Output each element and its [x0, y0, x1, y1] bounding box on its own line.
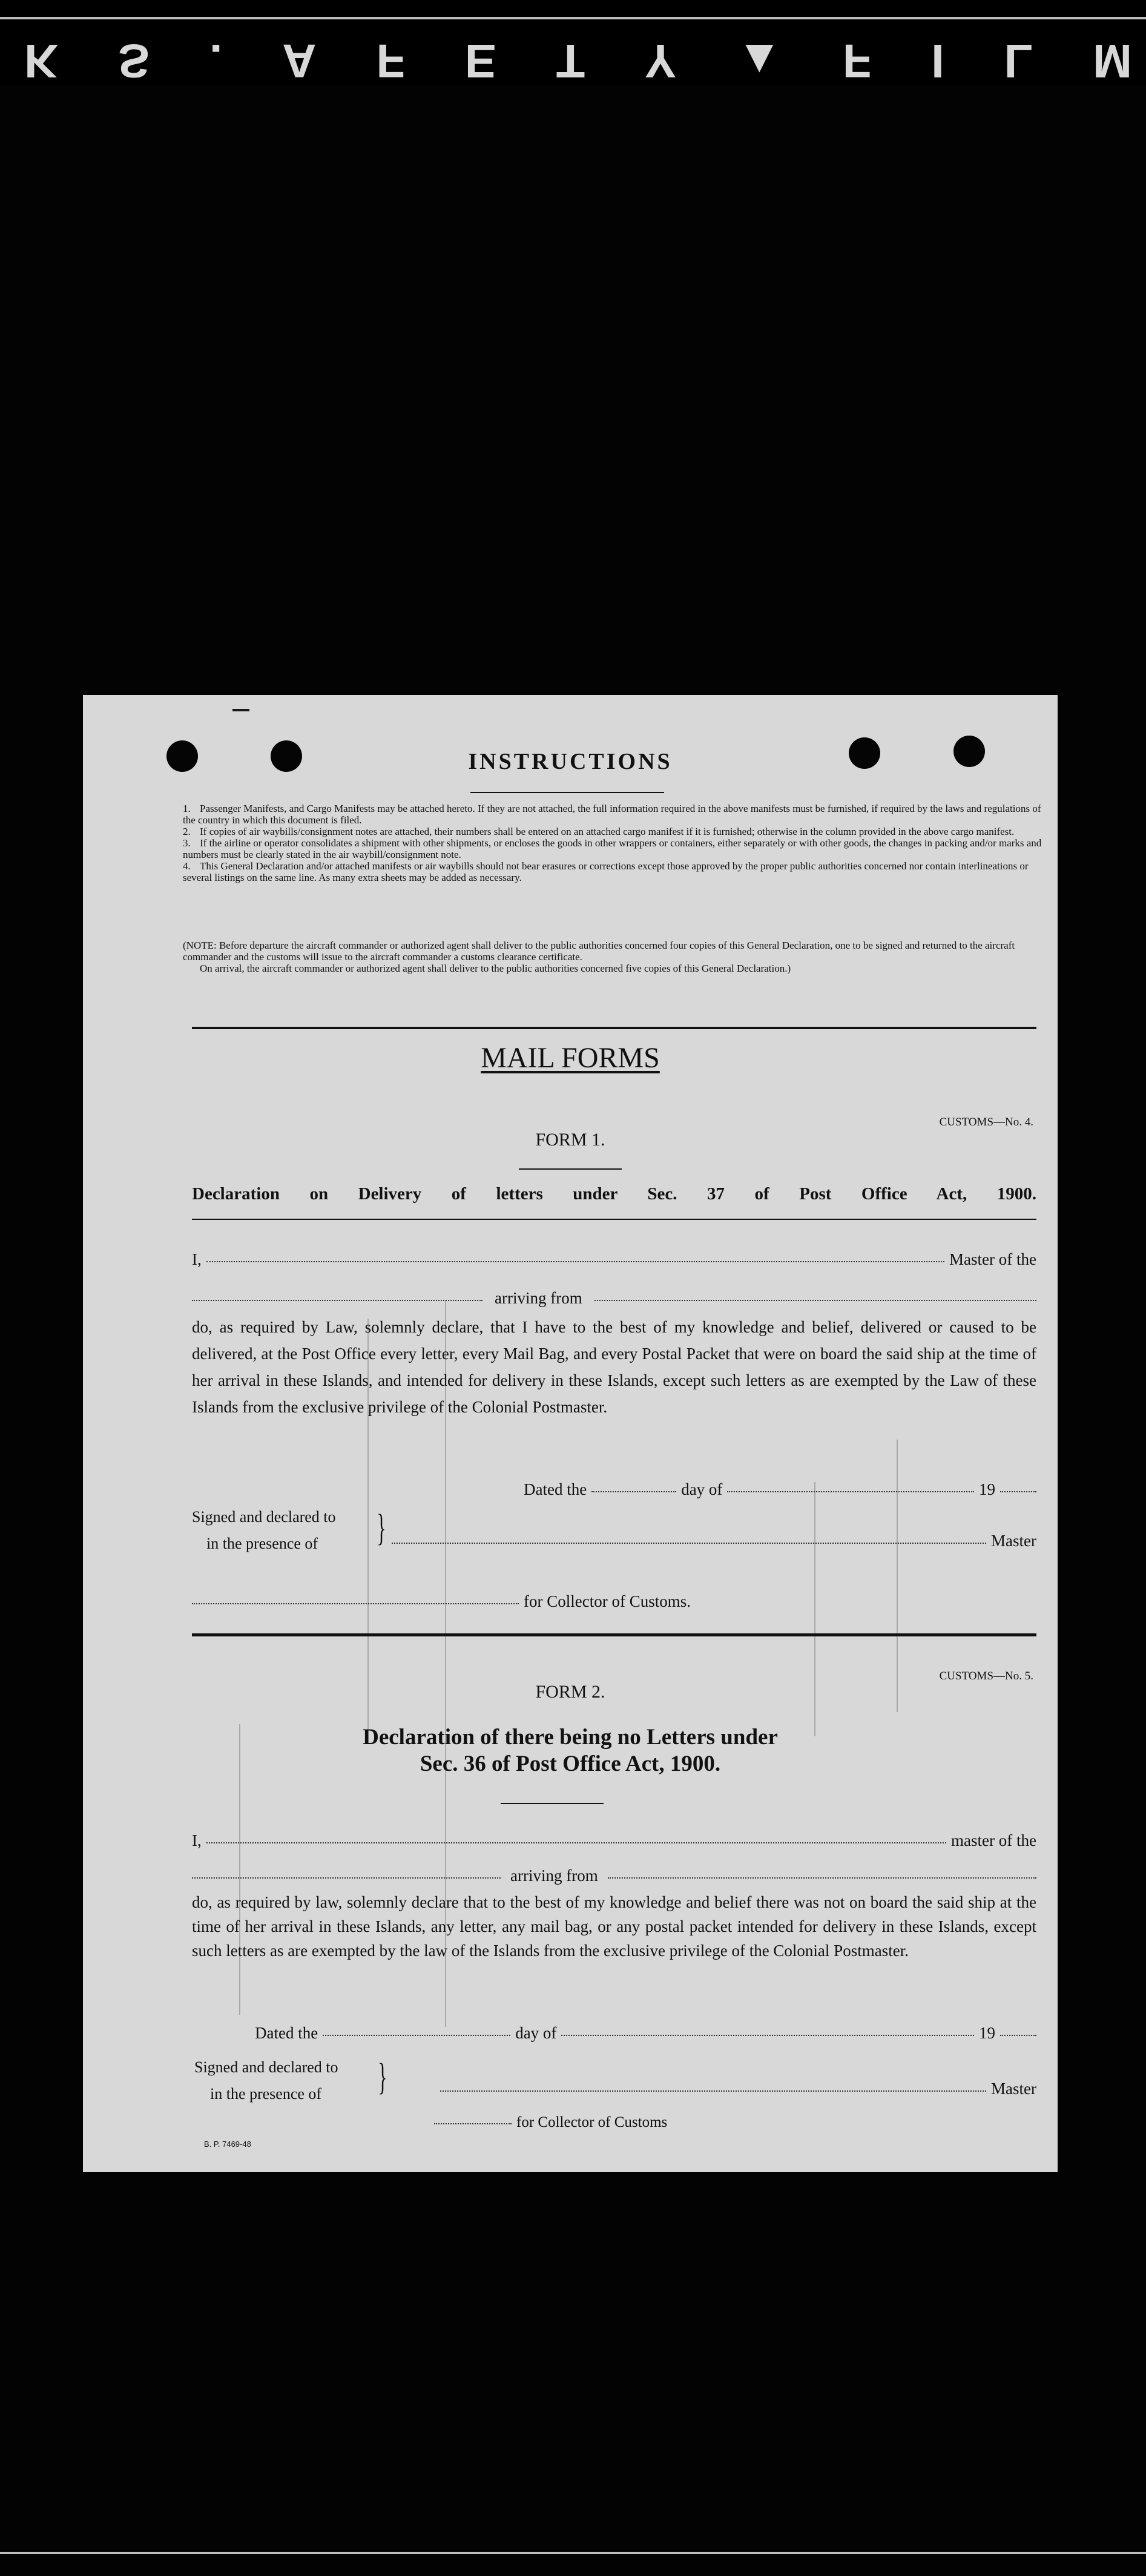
instruction-text: If the airline or operator consolidates a shipment with other shipments, or encloses the goods in other wrappers or containers, either separately or with other goods, the changes in packing and/or marks and numbers must be clearly stated in the air waybill/consignment note. — [183, 837, 1042, 860]
form2-title-underline — [501, 1803, 604, 1804]
form1-day-of: day of — [681, 1480, 723, 1498]
form1-dated-the: Dated the — [524, 1480, 587, 1498]
form1-master-of-the: Master of the — [949, 1250, 1036, 1268]
form2-title — [83, 1724, 1058, 1777]
form1-signed-label — [192, 1504, 374, 1557]
form2-fields — [192, 1827, 1036, 1963]
form1-brace: } — [377, 1507, 386, 1549]
form2-title-line2: Sec. 36 of Post Office Act, 1900. — [420, 1751, 721, 1776]
film-edge-lettering — [24, 18, 1132, 88]
film-edge-glyph: F — [376, 35, 406, 88]
instructions-list — [183, 803, 1042, 883]
form2-ship-field[interactable] — [192, 1877, 501, 1879]
form1-title-rule — [192, 1219, 1036, 1220]
form2-collector-field[interactable] — [434, 2123, 512, 2124]
instruction-item — [183, 860, 1042, 883]
form1-date-line — [192, 1476, 1036, 1503]
form2-dated-the: Dated the — [255, 2024, 318, 2042]
form-divider — [192, 1633, 1036, 1636]
form1-year-field[interactable] — [1000, 1491, 1036, 1492]
film-edge-glyph: E — [464, 35, 496, 88]
film-edge-glyph: A — [282, 35, 317, 88]
form1-signed-line2: in the presence of — [206, 1535, 318, 1552]
film-edge-glyph: M — [1092, 35, 1132, 88]
form2-year-prefix: 19 — [979, 2024, 995, 2042]
form1-body: do, as required by Law, solemnly declare, that I have to the best of my knowledge and belief, delivered or caused to be delivered, at the Post Office every letter, every Mail Bag, and every Postal Packet that were on board the said ship at the time of her arrival in these Islands, and intended for delivery in these Islands, except such letters as are exempted by the Law of these Islands from the exclusive privilege of the Colonial Postmaster. — [192, 1318, 1036, 1416]
section-divider — [192, 1027, 1036, 1029]
film-edge-glyph: T — [556, 35, 585, 88]
form2-title-line1: Declaration of there being no Letters under — [363, 1725, 778, 1750]
form2-brace: } — [378, 2057, 387, 2098]
film-edge-glyph: Y — [644, 35, 677, 88]
instruction-text: If copies of air waybills/consignment notes are attached, their numbers shall be entered on an attached cargo manifest if it is furnished; otherwise in the column provided in the above cargo manifest. — [200, 826, 1015, 837]
form2-collector-block — [434, 2109, 1036, 2136]
form1-master-label: Master — [991, 1532, 1036, 1550]
form2-day-field[interactable] — [323, 2034, 510, 2036]
film-edge-glyph: I — [931, 35, 944, 88]
instruction-number: 1. — [183, 803, 191, 814]
form1-i-label: I, — [192, 1250, 202, 1268]
instruction-number: 4. — [183, 860, 191, 872]
form2-arriving-from: arriving from — [510, 1866, 598, 1885]
form1-label: FORM 1. — [535, 1130, 605, 1150]
film-edge-glyph: F — [842, 35, 872, 88]
mail-forms-title: MAIL FORMS — [481, 1042, 660, 1074]
form1-month-field[interactable] — [727, 1491, 974, 1492]
form1-master-signature-field[interactable] — [392, 1542, 986, 1544]
instructions-title: INSTRUCTIONS — [468, 749, 673, 774]
note-line: On arrival, the aircraft commander or authorized agent shall deliver to the public authorities concerned five copies of this General Declaration.) — [200, 963, 791, 974]
form1-master-sign-line — [392, 1527, 1036, 1554]
form2-month-field[interactable] — [561, 2034, 974, 2036]
instruction-number: 3. — [183, 837, 191, 849]
film-edge-glyph: L — [1004, 35, 1033, 88]
form1-label-underline — [519, 1168, 622, 1170]
instruction-text: Passenger Manifests, and Cargo Manifests may be attached hereto. If they are not attached, the full information required in the above manifests must be furnished, if required by the laws and regulations of the country in which this document is filed. — [183, 803, 1041, 826]
instruction-text: This General Declaration and/or attached manifests or air waybills should not bear erasures or corrections except those approved by the proper public authorities concerned nor contain interlineations or several listings on the same line. As many extra sheets may be added as necessary. — [183, 860, 1029, 883]
paper-mark — [232, 709, 249, 711]
form2-master-label: Master — [991, 2080, 1036, 2098]
form1-master-line — [192, 1246, 1036, 1273]
form1-ship-field[interactable] — [192, 1299, 482, 1301]
document-sheet — [83, 695, 1058, 2172]
form2-customs-ref: CUSTOMS—No. 5. — [939, 1670, 1033, 1682]
form1-day-field[interactable] — [591, 1491, 676, 1492]
form1-collector-field[interactable] — [192, 1603, 519, 1604]
instructions-title-underline — [470, 792, 664, 793]
film-edge-glyph: S — [118, 35, 150, 88]
form2-signed-label — [194, 2054, 376, 2107]
film-edge-line-bottom — [0, 2552, 1146, 2554]
instruction-item — [183, 803, 1042, 826]
form2-master-sign-row — [440, 2075, 1036, 2102]
note-line: (NOTE: Before departure the aircraft commander or authorized agent shall deliver to the public authorities concerned four copies of this General Declaration, one to be signed and returned to the aircraft commander and the customs will issue to the aircraft commander a customs clearance certificate. — [183, 940, 1015, 963]
form2-name-field[interactable] — [206, 1842, 946, 1843]
form1-collector-line — [192, 1588, 1036, 1615]
form1-collector-block — [192, 1588, 1036, 1615]
form2-origin-field[interactable] — [608, 1877, 1036, 1879]
form2-master-signature-field[interactable] — [440, 2090, 986, 2092]
instruction-item — [183, 826, 1042, 837]
form2-day-of: day of — [515, 2024, 557, 2042]
form1-master-sign-row — [392, 1527, 1036, 1554]
film-edge-glyph: ▲ — [736, 35, 783, 88]
form1-arriving-line — [192, 1285, 1036, 1311]
form1-signed-line1: Signed and declared to — [192, 1508, 336, 1526]
form2-label: FORM 2. — [535, 1682, 605, 1702]
form1-arriving-from: arriving from — [495, 1289, 582, 1307]
form1-year-prefix: 19 — [979, 1480, 995, 1498]
form1-customs-ref: CUSTOMS—No. 4. — [939, 1116, 1033, 1128]
form2-signed-line2: in the presence of — [210, 2085, 322, 2103]
form1-date-block — [192, 1476, 1036, 1503]
form2-signed-line1: Signed and declared to — [194, 2058, 338, 2076]
film-edge-glyph: . — [209, 35, 223, 88]
form1-origin-field[interactable] — [594, 1299, 1036, 1301]
form2-i-label: I, — [192, 1831, 202, 1850]
form2-date-block — [192, 2020, 1036, 2046]
instruction-number: 2. — [183, 826, 191, 837]
form2-collector-line — [434, 2109, 1036, 2136]
form2-body: do, as required by law, solemnly declare that to the best of my knowledge and belief there was not on board the said ship at the time of her arrival in these Islands, any letter, any mail bag, or any postal packet intended for delivery in these Islands, except such letters as are exempted by the law of the Islands from the exclusive privilege of the Colonial Postmaster. — [192, 1893, 1036, 1960]
form2-date-line — [192, 2020, 1036, 2046]
form1-collector-label: for Collector of Customs. — [524, 1592, 691, 1610]
form2-collector-label: for Collector of Customs — [516, 2114, 668, 2130]
form2-year-field[interactable] — [1000, 2034, 1036, 2036]
instruction-item — [183, 837, 1042, 860]
instructions-note — [183, 940, 1042, 974]
form2-master-of-the: master of the — [951, 1831, 1036, 1850]
form1-name-field[interactable] — [206, 1260, 944, 1262]
form2-arriving-line — [192, 1862, 1036, 1889]
form2-master-sign-line — [440, 2075, 1036, 2102]
form1-title: Declaration on Delivery of letters under Sec. 37 of Post Office Act, 1900. — [192, 1184, 1036, 1204]
film-edge-glyph: K — [24, 35, 59, 88]
form2-master-line — [192, 1827, 1036, 1854]
print-reference: B. P. 7469-48 — [204, 2140, 251, 2149]
form1-fields — [192, 1246, 1036, 1420]
